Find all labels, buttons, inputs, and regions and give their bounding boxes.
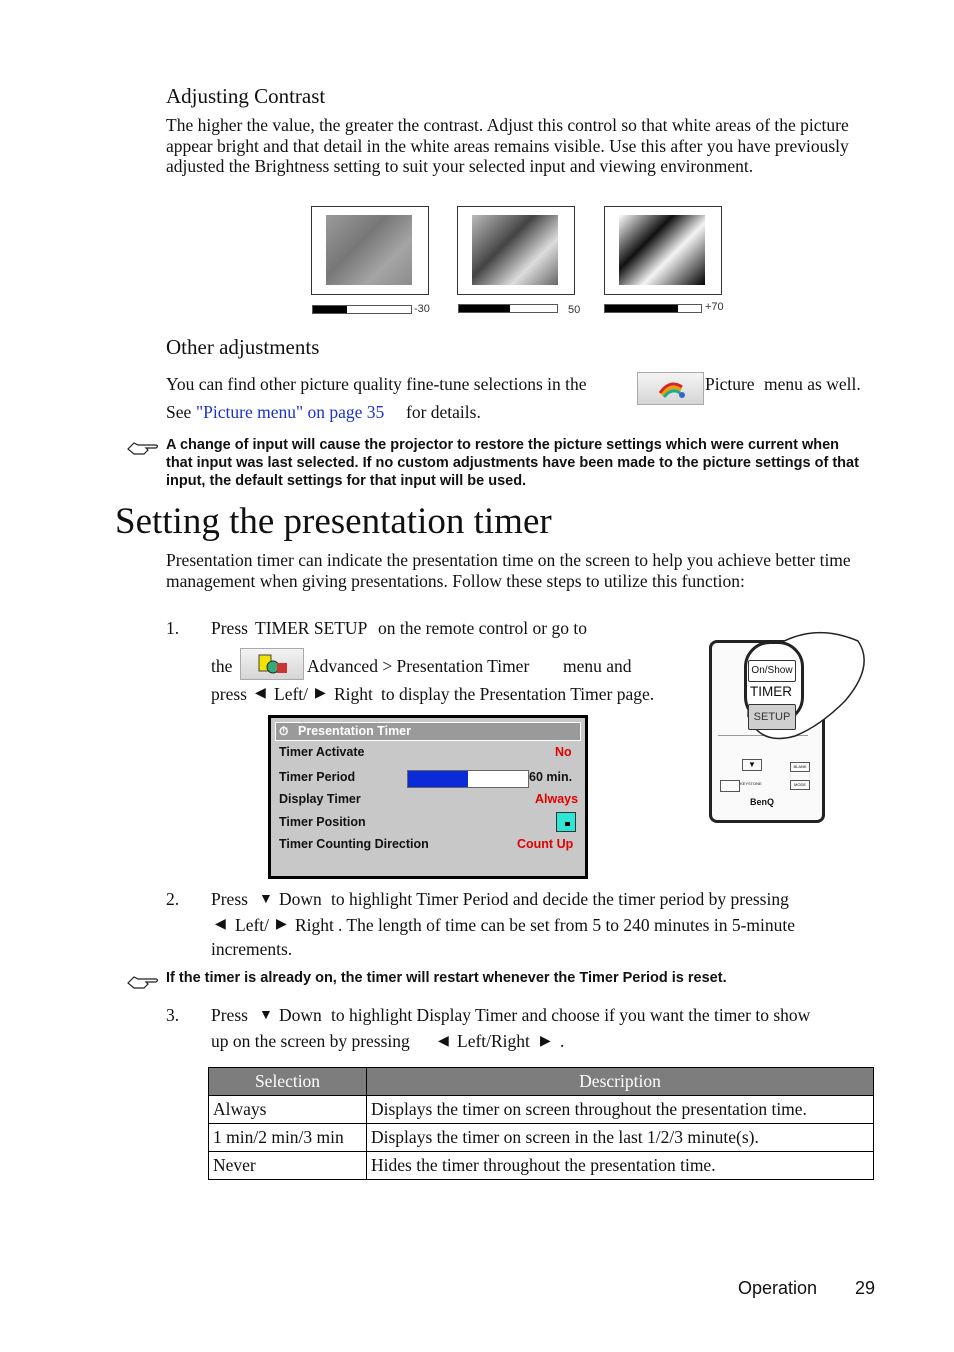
step3-down: Down [279, 1005, 322, 1025]
table-header-row [209, 1068, 874, 1096]
step1-the: the [211, 656, 233, 676]
timer-setup-key: TIMER SETUP [255, 618, 368, 638]
right-arrow-icon: ▶ [276, 917, 287, 932]
step2-rest3: increments. [211, 939, 293, 959]
contrast-sample-high [604, 206, 722, 295]
osd-timer-activate-value: No [555, 745, 572, 759]
step2-press: Press [211, 889, 248, 909]
contrast-sample-mid [457, 206, 575, 295]
note-timer-restart: If the timer is already on, the timer will restart whenever the Timer Period is reset. [166, 970, 727, 986]
right-arrow-icon: ▶ [540, 1034, 551, 1049]
osd-timer-period-bar [407, 770, 529, 788]
step2-rest2: . The length of time can be set from 5 to 240 minutes in 5-minute [338, 915, 796, 935]
step3-leftright: Left/Right [457, 1031, 530, 1051]
step1-press2: press [211, 684, 247, 704]
contrast-paragraph: The higher the value, the greater the contrast. Adjust this control so that white areas of the picture appear bright and that detail in the white areas remains visible. Use this after you have previously adjusted the Brightness setting to suit your selected input and viewing environment. [166, 115, 849, 176]
remote-blank-button: BLANK [790, 762, 810, 772]
photo-placeholder [472, 215, 558, 285]
benq-logo: BenQ [750, 797, 775, 807]
contrast-slider-low [312, 305, 412, 314]
footer-section: Operation [738, 1278, 818, 1298]
remote-on-show-button: On/Show [748, 660, 796, 682]
table-cell-description: Displays the timer on screen throughout the presentation time. [367, 1096, 874, 1124]
section-heading-other: Other adjustments [166, 335, 320, 359]
left-arrow-icon: ◀ [215, 917, 226, 932]
remote-keystone-button [720, 780, 740, 792]
clock-icon: ⏱ [279, 724, 289, 738]
table-row [209, 1124, 874, 1152]
contrast-slider-high [604, 304, 702, 313]
step3-rest1: to highlight Display Timer and choose if you want the timer to show [331, 1005, 811, 1025]
contrast-sample-low [311, 206, 429, 295]
step1-press: Press [211, 618, 248, 638]
note-hand-icon [126, 437, 160, 462]
other-line1-end: menu as well. [764, 374, 861, 394]
step2-left: Left/ [235, 915, 270, 935]
picture-menu-link[interactable]: "Picture menu" on page 35 [196, 402, 385, 422]
remote-down-button: ▼ [742, 759, 762, 771]
table-header-selection: Selection [209, 1068, 367, 1096]
timer-intro: Presentation timer can indicate the presentation time on the screen to help you achieve better time management when giving presentations. Follow these steps to utilize this function: [166, 550, 851, 591]
contrast-slider-mid [458, 304, 558, 313]
osd-title-bar [275, 722, 581, 741]
step1-left: Left/ [274, 684, 309, 704]
advanced-menu-icon [240, 648, 304, 680]
picture-menu-icon [637, 372, 704, 405]
right-arrow-icon: ▶ [315, 686, 326, 701]
osd-display-timer-label: Display Timer [279, 792, 361, 806]
chapter-heading-timer: Setting the presentation timer [115, 501, 552, 542]
picture-menu-name: Picture [705, 374, 755, 394]
step2-down: Down [279, 889, 322, 909]
timer-position-icon [556, 812, 576, 832]
remote-timer-label: TIMER [750, 684, 792, 699]
left-arrow-icon: ◀ [255, 686, 266, 701]
step1-number: 1. [166, 618, 180, 638]
table-header-description: Description [367, 1068, 874, 1096]
osd-counting-direction-label: Timer Counting Direction [279, 837, 429, 851]
step1-right: Right [334, 684, 373, 704]
note-input-change: A change of input will cause the projector to restore the picture settings which were current when that input was last selected. If no custom adjustments have been made to the picture settings of that input, the default settings for that input will be used. [166, 437, 859, 489]
osd-timer-activate-label: Timer Activate [279, 745, 365, 759]
section-heading-contrast: Adjusting Contrast [166, 84, 326, 108]
table-row [209, 1152, 874, 1180]
step3-rest2: up on the screen by pressing [211, 1031, 410, 1051]
remote-setup-button: SETUP [748, 704, 796, 730]
presentation-timer-osd [268, 715, 588, 879]
remote-keystone-label: KEYSTONE [740, 781, 762, 786]
contrast-value-high: +70 [705, 301, 724, 313]
osd-timer-period-value: 60 min. [529, 770, 573, 784]
step1-to-display: to display the Presentation Timer page. [381, 684, 655, 704]
other-line2-see: See [166, 402, 192, 422]
remote-mode-button: MODE [790, 780, 810, 790]
photo-placeholder [326, 215, 412, 285]
table-cell-description: Displays the timer on screen in the last 1/2/3 minute(s). [367, 1124, 874, 1152]
osd-display-timer-value: Always [535, 792, 579, 806]
osd-timer-position-label: Timer Position [279, 815, 366, 829]
step3-end: . [560, 1031, 565, 1051]
step1-menu-and: menu and [563, 656, 632, 676]
page-number: 29 [855, 1278, 876, 1298]
step2-number: 2. [166, 889, 180, 909]
osd-timer-period-fill [408, 771, 468, 787]
osd-timer-period-label: Timer Period [279, 770, 356, 784]
advanced-menu-path: Advanced > Presentation Timer [307, 656, 530, 676]
note-hand-icon [126, 971, 160, 996]
table-cell-selection: 1 min/2 min/3 min [209, 1124, 367, 1152]
table-cell-selection: Always [209, 1096, 367, 1124]
osd-title: Presentation Timer [298, 724, 412, 738]
table-cell-selection: Never [209, 1152, 367, 1180]
osd-counting-direction-value: Count Up [517, 837, 574, 851]
step1-rest: on the remote control or go to [378, 618, 587, 638]
down-arrow-icon: ▼ [259, 1008, 273, 1023]
photo-placeholder [619, 215, 705, 285]
table-cell-description: Hides the timer throughout the presentation time. [367, 1152, 874, 1180]
contrast-value-low: -30 [414, 303, 430, 315]
display-timer-table [208, 1067, 874, 1180]
step2-rest1: to highlight Timer Period and decide the timer period by pressing [331, 889, 789, 909]
step2-right: Right [295, 915, 334, 935]
step3-number: 3. [166, 1005, 180, 1025]
left-arrow-icon: ◀ [438, 1034, 449, 1049]
step3-press: Press [211, 1005, 248, 1025]
other-line2-end: for details. [406, 402, 481, 422]
other-line1-text: You can find other picture quality fine-tune selections in the [166, 374, 587, 394]
down-arrow-icon: ▼ [259, 892, 273, 907]
contrast-value-mid: 50 [568, 304, 581, 316]
table-row [209, 1096, 874, 1124]
